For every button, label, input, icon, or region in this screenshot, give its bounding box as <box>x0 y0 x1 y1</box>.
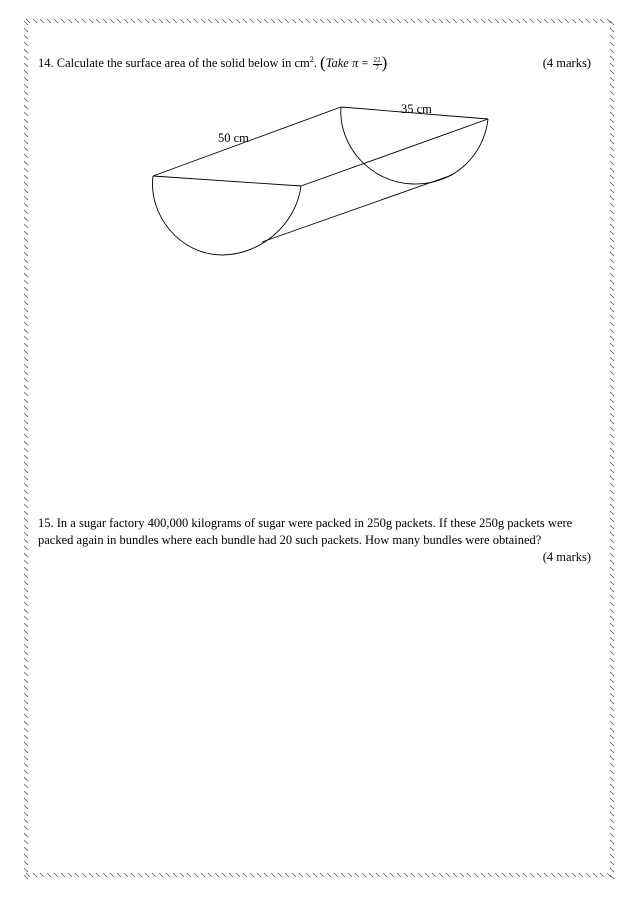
prompt-period: . <box>313 56 317 70</box>
front-semicircle-arc <box>152 176 301 255</box>
pi-denominator: 7 <box>375 63 379 72</box>
diameter-label: 35 cm <box>401 102 432 116</box>
question-15-number: 15. <box>38 516 54 530</box>
front-diameter-edge <box>153 176 301 186</box>
unit-power: 2 <box>309 55 314 64</box>
question-15-line-2: packed again in bundles where each bundle had 20 such packets. How many bundles were obtained? <box>38 533 542 547</box>
pi-equals: = <box>361 56 369 70</box>
question-14-number: 14. <box>38 56 54 70</box>
question-15-block <box>38 515 591 566</box>
question-14-marks: (4 marks) <box>542 56 591 70</box>
pi-hint-take: Take <box>325 56 349 70</box>
question-15-marks: (4 marks) <box>542 550 591 564</box>
pi-symbol: π <box>351 56 359 70</box>
question-15-text-1: In a sugar factory 400,000 kilograms of sugar were packed in 250g packets. If these 250g packets were <box>56 516 573 530</box>
length-label: 50 cm <box>218 131 249 145</box>
pi-numerator: 22 <box>373 55 381 64</box>
question-15-line-1 <box>38 515 591 532</box>
pi-hint: (Take π = $\frac{22}{7}$ ) <box>320 53 388 72</box>
top-right-length-edge <box>301 119 488 186</box>
question-14-prompt: Calculate the surface area of the solid below in cm <box>56 56 310 70</box>
